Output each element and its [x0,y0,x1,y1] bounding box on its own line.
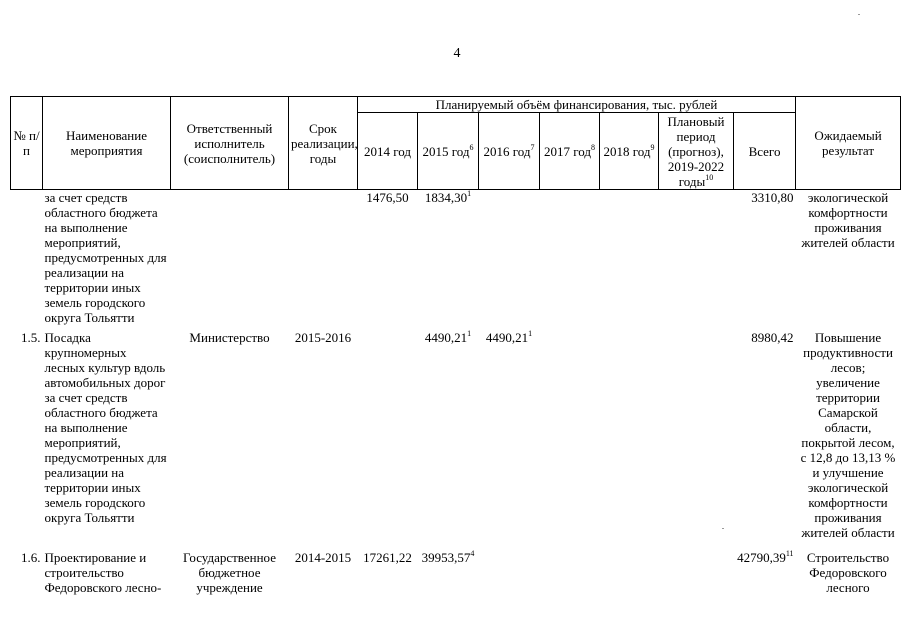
scan-speck [858,14,860,15]
header-name: Наименование мероприятия [43,97,171,190]
table-row [11,330,901,550]
row-num: 1.5. [21,329,41,345]
row-executor: Министерство [189,329,270,345]
row-name: за счет средств областного бюджета на выполнение мероприятий, предусмотренных для реализации на территории иных земель городского округа Тольятти [44,190,167,325]
row-2014 [358,330,418,550]
header-num: № п/п [11,97,43,190]
row-result: Повышение продуктивности лесов; увеличение территории Самарской области, покрытой лесом, с 12,8 до 13,13 % и улучшение экологической комфортности проживания жителей области [800,329,896,540]
row-2018 [600,190,659,330]
row-result: Строительство Федоровского лесного [806,549,890,595]
row-num: 1.6. [21,549,41,565]
row-result: экологической комфортности проживания жителей области [801,190,895,250]
header-funding: Планируемый объём финансирования, тыс. рублей [358,97,796,113]
header-executor: Ответственный исполнитель (соисполнитель) [171,97,289,190]
header-2015: 2015 год$^6$ [418,113,479,190]
row-total: 8980,42 [751,329,794,345]
row-2014: 1476,50 [366,190,409,205]
header-plan: Плановый период (прогноз), 2019-2022 годы$^{10}$ [659,113,734,190]
row-2016 [479,190,540,330]
row-name: Посадка крупномерных лесных культур вдоль автомобильных дорог за счет средств областного бюджета на выполнение мероприятий, предусмотренных для реализации на территории иных земель городского округа Тольятти [44,329,167,525]
row-2017 [540,550,600,610]
row-num [11,190,43,330]
row-executor: Государственное бюджетное учреждение [183,549,276,595]
page-number: 4 [453,46,461,61]
row-2015: 1834,30$^1$ [424,189,472,205]
row-2015: 39953,57$^4$ [421,548,475,565]
row-2016: 4490,21$^1$ [485,328,533,345]
row-2017 [540,190,600,330]
header-total: Всего [734,113,796,190]
funding-table [10,96,901,610]
header-2016: 2016 год$^7$ [479,113,540,190]
row-term: 2015-2016 [294,329,352,345]
row-2017 [540,330,600,550]
row-2015: 4490,21$^1$ [424,328,472,345]
header-2014: 2014 год [358,113,418,190]
row-total: 42790,39$^{11}$ [737,548,794,565]
row-term [289,190,358,330]
header-result: Ожидаемый результат [796,97,901,190]
row-2016 [479,550,540,610]
table-row [11,550,901,610]
header-2018: 2018 год$^9$ [600,113,659,190]
row-term: 2014-2015 [294,549,352,565]
row-executor [171,190,289,330]
row-2014: 17261,22 [363,549,412,565]
row-name: Проектирование и строительство Федоровского лесно- [44,549,162,595]
row-plan [659,330,734,550]
row-2018 [600,330,659,550]
header-2017: 2017 год$^8$ [540,113,600,190]
row-plan [659,550,734,610]
header-term: Срок реализации, годы [289,97,358,190]
row-2018 [600,550,659,610]
row-total: 3310,80 [751,190,794,205]
scan-speck [722,528,724,529]
table-row [11,190,901,330]
row-plan [659,190,734,330]
